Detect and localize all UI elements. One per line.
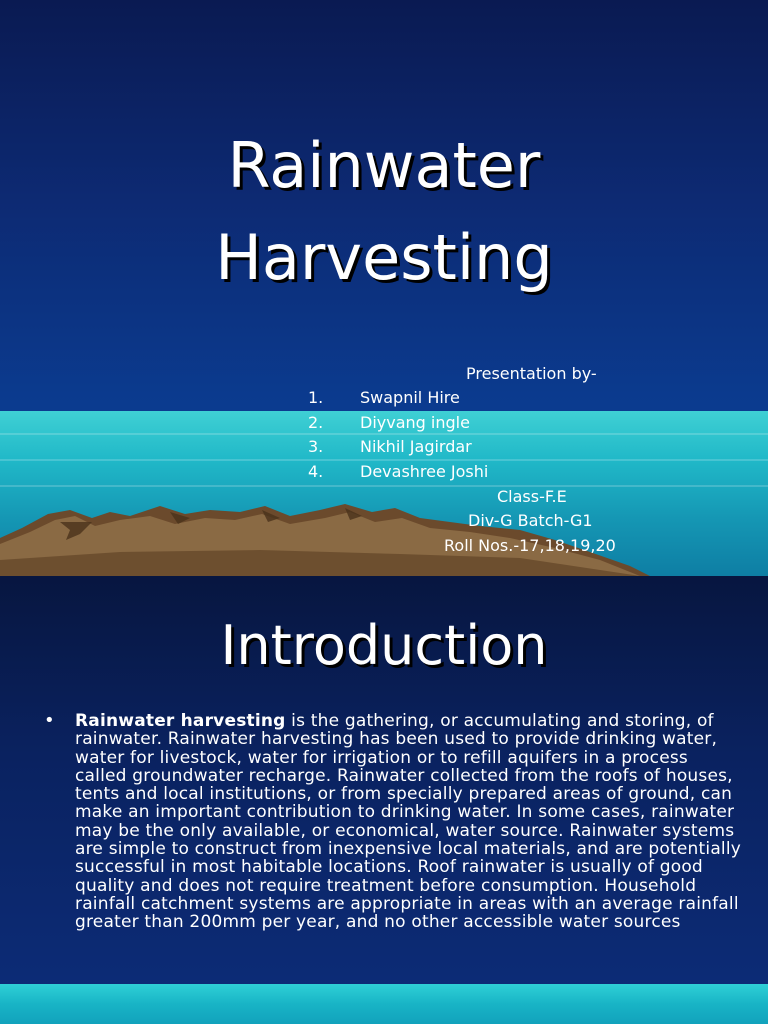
presented-by-label: Presentation by-	[466, 364, 597, 383]
presenter-name: Diyvang ingle	[360, 413, 470, 432]
body-text: is the gathering, or accumulating and storing, of rainwater. Rainwater harvesting has been used to provide drinking water, water for livestock, water for irrigation or to refill aquifers in a process called groundwater recharge. Rainwater collected from the roofs of houses, tents and local institutions, or from specially prepared areas of ground, can make an important contribution to drinking water. In some cases, rainwater may be the only available, or economical, water source. Rainwater systems are simple to construct from inexpensive local materials, and are potentially successful in most habitable locations. Roof rainwater is usually of good quality and does not require treatment before consumption. Household rainfall catchment systems are appropriate in areas with an average rainfall greater than 200mm per year, and no other accessible water sources	[75, 711, 742, 933]
roll-numbers-label: Roll Nos.-17,18,19,20	[444, 536, 616, 555]
bottom-sea-band	[0, 984, 768, 1024]
body-bold-term: Rainwater harvesting	[75, 711, 286, 731]
body-paragraph	[75, 712, 745, 932]
presenter-number: 4.	[308, 462, 324, 481]
class-label: Class-F.E	[497, 487, 567, 506]
slide-title	[0, 120, 768, 304]
introduction-slide	[0, 576, 768, 1024]
div-batch-label: Div-G Batch-G1	[468, 511, 593, 530]
presenter-name: Swapnil Hire	[360, 388, 460, 407]
presenter-number: 3.	[308, 437, 324, 456]
bullet-icon: •	[44, 710, 55, 731]
slide-title: Introduction	[220, 614, 548, 677]
presenter-number: 2.	[308, 413, 324, 432]
mountain-range-image	[0, 500, 768, 576]
title-line-2: Harvesting	[215, 221, 553, 294]
presenter-name: Nikhil Jagirdar	[360, 437, 472, 456]
presenter-name: Devashree Joshi	[360, 462, 489, 481]
title-line-1: Rainwater	[227, 129, 541, 202]
presenter-number: 1.	[308, 388, 324, 407]
